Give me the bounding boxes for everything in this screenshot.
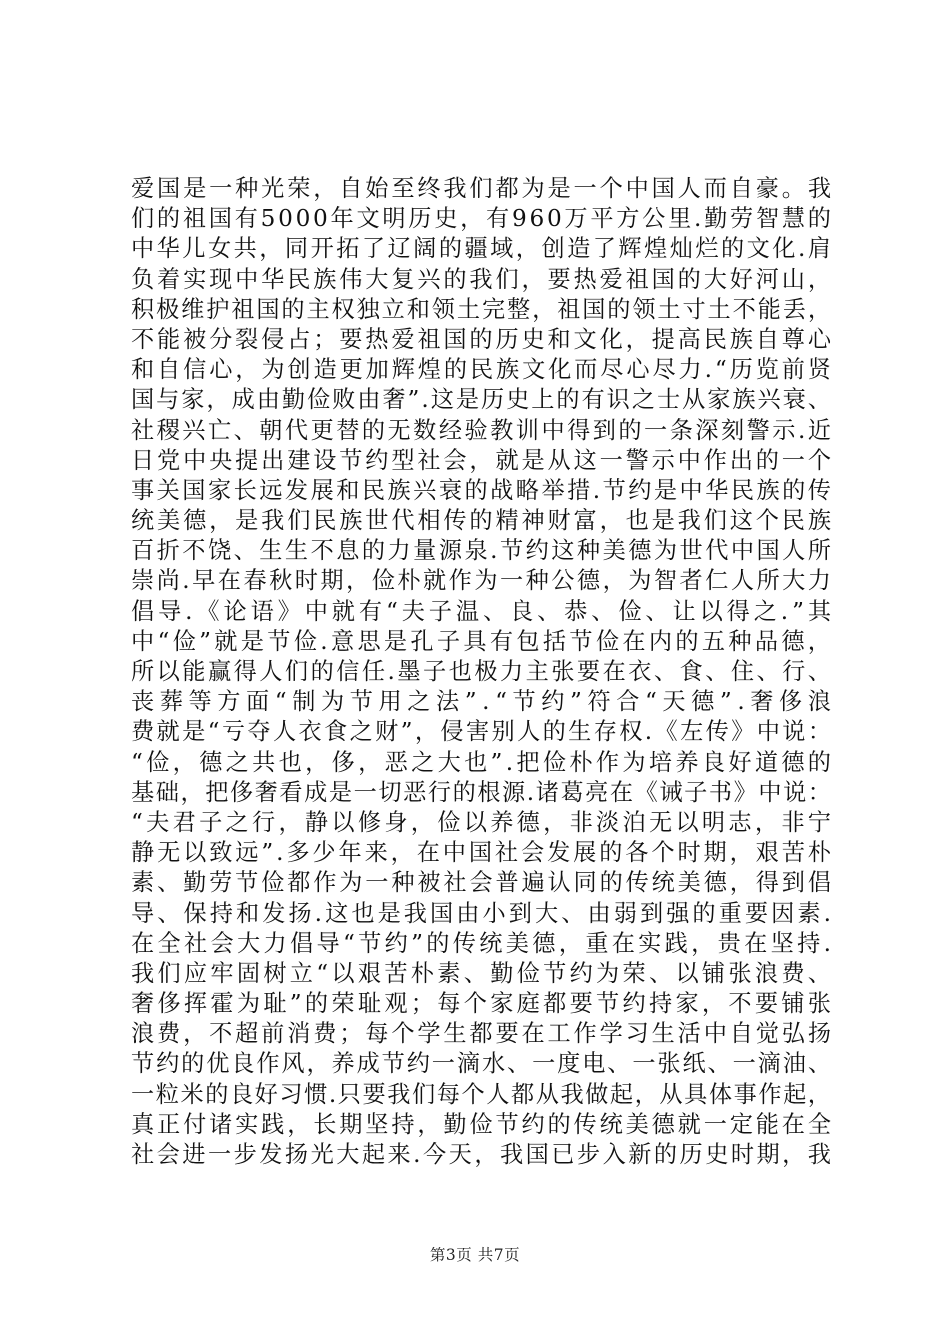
body-text [131,174,837,1170]
text-line: 统美德，是我们民族世代相传的精神财富，也是我们这个民族 [131,507,834,535]
text-line: 积极维护祖国的主权独立和领土完整，祖国的领土寸土不能丢， [131,295,833,323]
text-line: 浪费，不超前消费；每个学生都要在工作学习生活中自觉弘扬 [131,1020,834,1048]
text-line: 和自信心，为创造更加辉煌的民族文化而尽心尽力.“历览前贤 [131,356,834,384]
text-line: 中华儿女共，同开拓了辽阔的疆域，创造了辉煌灿烂的文化.肩 [131,235,834,263]
text-line: 们的祖国有5000年文明历史，有960万平方公里.勤劳智慧的 [131,205,834,233]
text-line: 基础，把侈奢看成是一切恶行的根源.诸葛亮在《诫子书》中说： [131,778,833,806]
text-line: 负着实现中华民族伟大复兴的我们，要热爱祖国的大好河山， [131,265,834,293]
page-footer: 第3页 共7页 [429,1246,521,1264]
text-line: 在全社会大力倡导“节约”的传统美德，重在实践，贵在坚持. [131,929,835,957]
text-line: 百折不饶、生生不息的力量源泉.节约这种美德为世代中国人所 [131,537,834,565]
text-line: 静无以致远”.多少年来，在中国社会发展的各个时期，艰苦朴 [131,839,834,867]
text-line: 我们应牢固树立“以艰苦朴素、勤俭节约为荣、以铺张浪费、 [131,959,835,987]
text-line: 中“俭”就是节俭.意思是孔子具有包括节俭在内的五种品德， [131,627,835,655]
text-line: 爱国是一种光荣，自始至终我们都为是一个中国人而自豪。我 [131,175,834,202]
text-line: “俭，德之共也，侈，恶之大也”.把俭朴作为培养良好道德的 [131,748,835,776]
text-line: 社稷兴亡、朝代更替的无数经验教训中得到的一条深刻警示.近 [131,416,834,444]
text-line: 导、保持和发扬.这也是我国由小到大、由弱到强的重要因素. [131,899,835,927]
text-line: 丧葬等方面“制为节用之法”.“节约”符合“天德”.奢侈浪 [131,688,837,716]
text-line: 倡导.《论语》中就有“夫子温、良、恭、俭、让以得之.”其 [131,597,835,625]
text-line: “夫君子之行，静以修身，俭以养德，非淡泊无以明志，非宁 [131,808,835,836]
text-line: 不能被分裂侵占；要热爱祖国的历史和文化，提高民族自尊心 [131,325,834,353]
text-line: 日党中央提出建设节约型社会，就是从这一警示中作出的一个 [131,446,834,474]
text-line: 真正付诸实践，长期坚持，勤俭节约的传统美德就一定能在全 [131,1110,834,1138]
text-line: 奢侈挥霍为耻”的荣耻观；每个家庭都要节约持家，不要铺张 [131,990,835,1018]
text-line: 费就是“亏夺人衣食之财”，侵害别人的生存权.《左传》中说： [131,718,834,746]
text-line: 素、勤劳节俭都作为一种被社会普遍认同的传统美德，得到倡 [131,869,834,897]
text-line: 事关国家长远发展和民族兴衰的战略举措.节约是中华民族的传 [131,476,834,504]
text-line: 社会进一步发扬光大起来.今天，我国已步入新的历史时期，我 [131,1141,834,1168]
text-line: 国与家，成由勤俭败由奢”.这是历史上的有识之士从家族兴衰、 [131,386,833,414]
text-line: 崇尚.早在春秋时期，俭朴就作为一种公德，为智者仁人所大力 [131,567,834,595]
text-line: 所以能赢得人们的信任.墨子也极力主张要在衣、食、住、行、 [131,658,834,685]
text-line: 节约的优良作风，养成节约一滴水、一度电、一张纸、一滴油、 [131,1050,833,1078]
text-line: 一粒米的良好习惯.只要我们每个人都从我做起，从具体事作起， [131,1080,833,1108]
